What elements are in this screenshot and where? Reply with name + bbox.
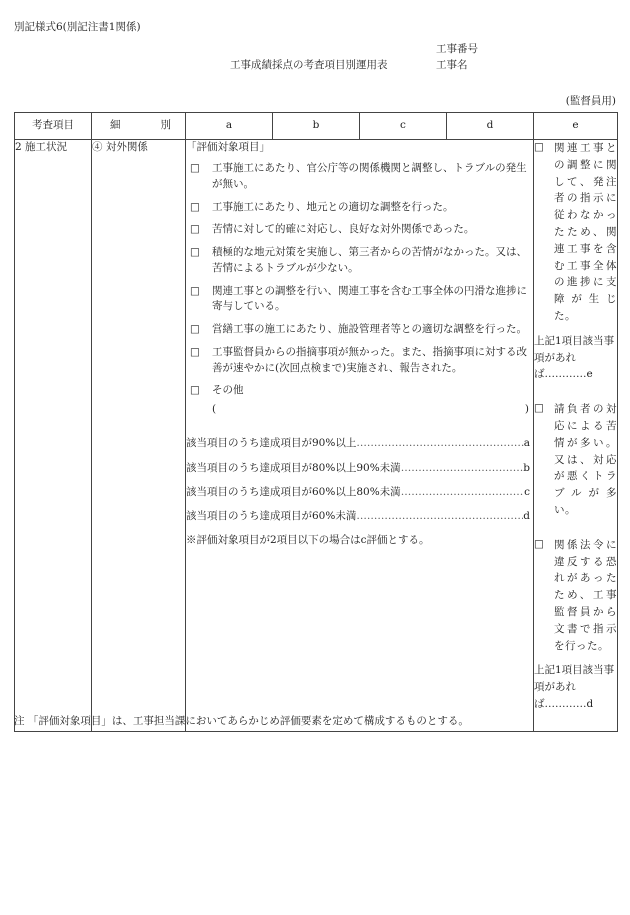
header-item: 考査項目 [15, 113, 92, 140]
criteria-text: その他 [212, 384, 244, 397]
d-conclusion: 上記1項目該当事項があれば…………d [534, 664, 615, 710]
e-conclusion: 上記1項目該当事項があれば…………e [534, 334, 615, 381]
d-item [534, 537, 617, 655]
form-title: 別記様式6(別記注書1関係) [14, 21, 141, 33]
criteria-item [186, 161, 533, 193]
construction-number-label: 工事番号 [436, 43, 478, 55]
criteria-heading: 「評価対象項目」 [186, 141, 270, 153]
checkbox-icon: □ [534, 141, 544, 153]
criteria-text: 関連工事との調整を行い、関連工事を含む工事全体の円滑な進捗に寄与している。 [212, 284, 527, 313]
other-parentheses [186, 402, 533, 417]
header-c: c [360, 113, 447, 140]
grade-row [186, 461, 533, 476]
header-b: b [273, 113, 360, 140]
grade-leader [401, 485, 524, 500]
grade-label: 該当項目のうち達成項目が90%以上 [186, 437, 357, 450]
criteria-item [186, 345, 533, 377]
e-item [534, 140, 617, 325]
header-a: a [186, 113, 273, 140]
criteria-text: 工事施工にあたり、地元との適切な調整を行った。 [212, 200, 454, 213]
grade-value: c [524, 485, 530, 498]
criteria-text: 苦情に対して的確に対応し、良好な対外関係であった。 [212, 223, 475, 236]
grade-row [186, 436, 533, 451]
grade-label: 該当項目のうち達成項目が60%以上80%未満 [186, 485, 401, 498]
checkbox-icon: □ [190, 345, 200, 358]
d-item-text: 請負者の対応による苦情が多い。又は、対応が悪くトラブルが多い。 [554, 403, 617, 516]
grade-row [186, 485, 533, 500]
row-detail: ④ 対外関係 [92, 140, 186, 732]
document-title: 工事成績採点の考査項目別運用表 [230, 59, 388, 71]
e-item-text: 関連工事との調整に関して、発注者の指示に従わなかったため、関連工事を含む工事全体の進捗に支障が生じた。 [554, 142, 617, 322]
evaluation-table [14, 112, 618, 732]
paren-open: ( [212, 403, 217, 416]
criteria-text: 工事施工にあたり、官公庁等の関係機関と調整し、トラブルの発生が無い。 [212, 162, 527, 190]
checkbox-icon: □ [190, 223, 200, 236]
audience-label: (監督員用) [565, 95, 616, 107]
grade-note: ※評価対象項目が2項目以下の場合はc評価とする。 [186, 534, 430, 547]
criteria-item [186, 200, 533, 216]
paren-close: ) [524, 403, 529, 416]
checkbox-icon: □ [190, 384, 200, 397]
criteria-text: 営繕工事の施工にあたり、施設管理者等との適切な調整を行った。 [212, 323, 527, 336]
e-criteria-cell [534, 140, 618, 732]
d-item-text: 関係法令に違反する恐れがあったため、工事監督員から文書で指示を行った。 [554, 538, 617, 652]
grade-row [186, 509, 533, 524]
criteria-item [186, 222, 533, 238]
header-detail [92, 113, 186, 140]
header-e: e [534, 113, 618, 140]
checkbox-icon: □ [190, 246, 200, 259]
criteria-item [186, 284, 533, 316]
criteria-text: 工事監督員からの指摘事項が無かった。また、指摘事項に対する改善が速やかに(次回点検まで)実施され、報告された。 [212, 345, 527, 374]
grade-leader [356, 509, 523, 524]
checkbox-icon: □ [534, 537, 544, 550]
footnote: 注 「評価対象項目」は、工事担当課においてあらかじめ評価要素を定めて構成するものとする。 [14, 715, 469, 727]
table-header-row [15, 113, 618, 140]
checkbox-icon: □ [190, 284, 200, 297]
criteria-item [186, 245, 533, 277]
grade-value: a [523, 437, 530, 450]
criteria-text: 積極的な地元対策を実施し、第三者からの苦情がなかった。又は、苦情によるトラブルが少ない。 [212, 246, 527, 274]
construction-name-label: 工事名 [436, 59, 468, 71]
grade-label: 該当項目のうち達成項目が60%未満 [186, 510, 357, 523]
d-item [534, 401, 617, 519]
grade-label: 該当項目のうち達成項目が80%以上90%未満 [186, 461, 401, 474]
header-detail-right: 別 [160, 119, 171, 132]
row-item: 2 施工状況 [15, 140, 92, 732]
grade-leader [356, 436, 523, 451]
checkbox-icon: □ [534, 402, 544, 415]
grade-value: b [523, 461, 530, 474]
criteria-item [186, 322, 533, 338]
header-detail-left: 細 [110, 119, 121, 132]
grade-value: d [523, 510, 530, 523]
checkbox-icon: □ [190, 162, 200, 175]
checkbox-icon: □ [190, 200, 200, 213]
grade-leader [401, 461, 524, 476]
criteria-cell [186, 140, 534, 732]
header-d: d [447, 113, 534, 140]
checkbox-icon: □ [190, 323, 200, 336]
table-row [15, 140, 618, 732]
criteria-item-other [186, 383, 533, 399]
